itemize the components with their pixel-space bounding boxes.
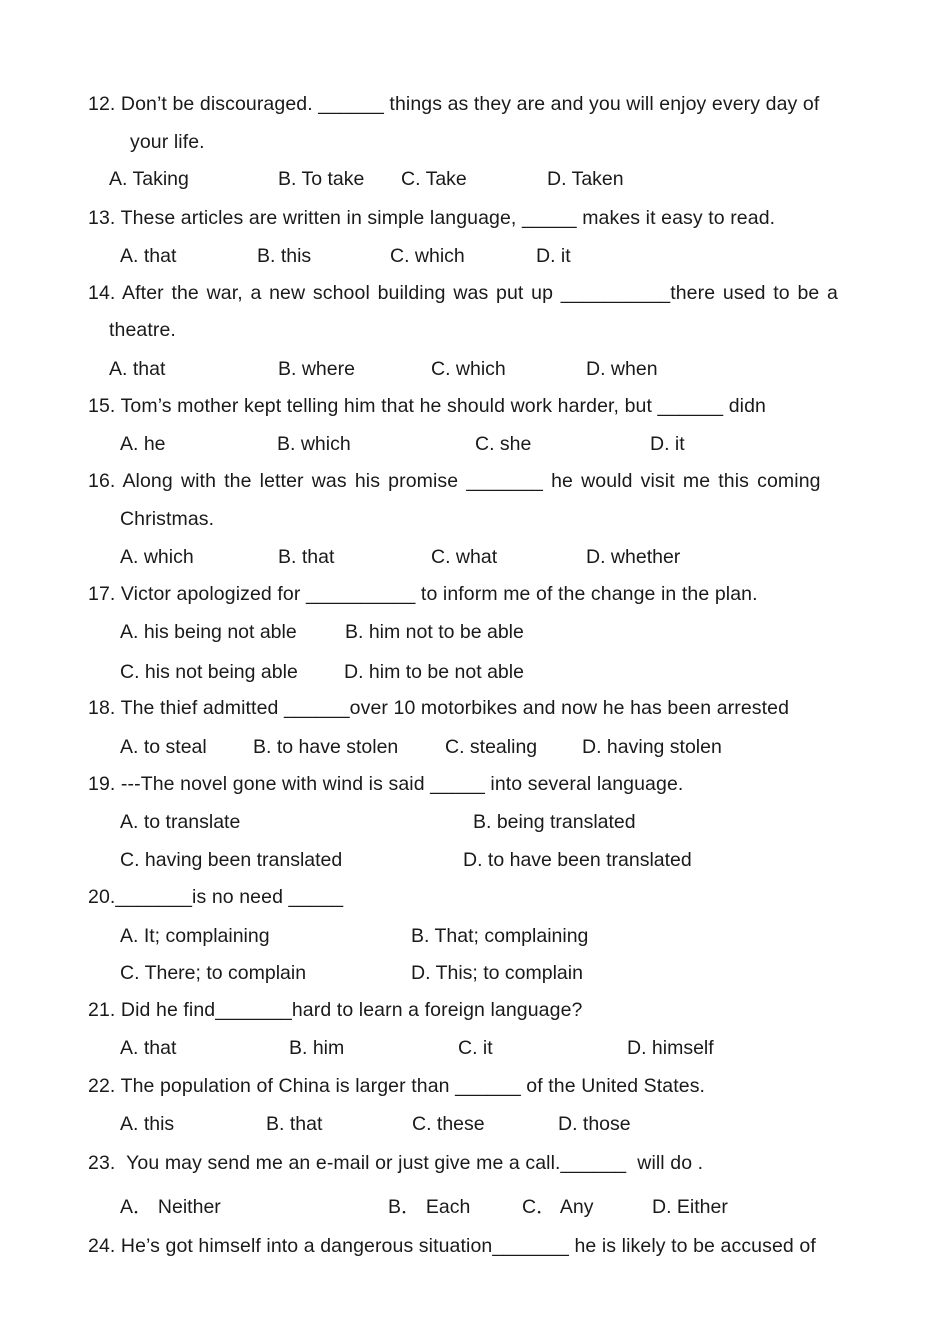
question-12-option-c: C. Take [401,168,467,190]
question-14-option-b: B. where [278,358,355,380]
question-16-stem-line-2: Christmas. [120,508,215,530]
question-13-option-b: B. this [257,245,312,267]
question-14-stem-line-2: theatre. [109,319,176,341]
question-19-stem-line-1: 19. ---The novel gone with wind is said _____ into several language. [88,773,684,795]
question-18-option-a: A. to steal [120,736,207,758]
question-16-option-b: B. that [278,546,335,568]
question-14-option-c: C. which [431,358,506,380]
question-21-option-d: D. himself [627,1037,714,1059]
question-17-stem-line-1: 17. Victor apologized for __________ to inform me of the change in the plan. [88,583,758,605]
question-16-option-a: A. which [120,546,194,568]
question-21-option-b: B. him [289,1037,345,1059]
question-12-stem-line-1: 12. Don’t be discouraged. ______ things as they are and you will enjoy every day of [88,93,820,115]
question-15-option-b: B. which [277,433,351,455]
question-20-option-c: C. There; to complain [120,962,307,984]
question-13-option-a: A. that [120,245,177,267]
question-16-option-c: C. what [431,546,498,568]
question-14-stem-line-1: 14. After the war, a new school building was put up __________there used to be a [88,282,839,304]
question-15-stem-line-1: 15. Tom’s mother kept telling him that he should work harder, but ______ didn [88,395,766,417]
question-20-stem-line-1: 20._______is no need _____ [88,886,344,908]
question-18-option-b: B. to have stolen [253,736,399,758]
question-20-option-b: B. That; complaining [411,925,589,947]
question-21-option-c: C. it [458,1037,493,1059]
question-20-option-a: A. It; complaining [120,925,270,947]
question-15-option-c: C. she [475,433,532,455]
question-15-option-d: D. it [650,433,685,455]
question-17-option-b: B. him not to be able [345,621,524,643]
question-23-option-c: C． Any [522,1196,594,1218]
question-13-option-d: D. it [536,245,571,267]
question-22-option-d: D. those [558,1113,631,1135]
question-22-stem-line-1: 22. The population of China is larger than ______ of the United States. [88,1075,706,1097]
question-12-option-b: B. To take [278,168,365,190]
question-14-option-d: D. when [586,358,658,380]
question-13-option-c: C. which [390,245,465,267]
question-19-option-b: B. being translated [473,811,636,833]
question-12-option-d: D. Taken [547,168,624,190]
question-24-stem-line-1: 24. He’s got himself into a dangerous situation_______ he is likely to be accused of [88,1235,816,1257]
question-22-option-a: A. this [120,1113,175,1135]
question-22-option-b: B. that [266,1113,323,1135]
question-19-option-d: D. to have been translated [463,849,692,871]
question-13-stem-line-1: 13. These articles are written in simple language, _____ makes it easy to read. [88,207,776,229]
question-17-option-d: D. him to be not able [344,661,524,683]
question-16-stem-line-1: 16. Along with the letter was his promise _______ he would visit me this coming [88,470,821,492]
question-15-option-a: A. he [120,433,166,455]
question-14-option-a: A. that [109,358,166,380]
question-18-option-c: C. stealing [445,736,538,758]
question-20-option-d: D. This; to complain [411,962,583,984]
question-12-option-a: A. Taking [109,168,189,190]
question-18-option-d: D. having stolen [582,736,722,758]
question-12-stem-line-2: your life. [130,131,205,153]
question-17-option-a: A. his being not able [120,621,297,643]
question-17-option-c: C. his not being able [120,661,298,683]
question-19-option-c: C. having been translated [120,849,343,871]
question-21-option-a: A. that [120,1037,177,1059]
question-16-option-d: D. whether [586,546,681,568]
question-23-option-a: A． Neither [120,1196,221,1218]
question-23-option-b: B． Each [388,1196,471,1218]
question-23-option-d: D. Either [652,1196,728,1218]
question-18-stem-line-1: 18. The thief admitted ______over 10 motorbikes and now he has been arrested [88,697,790,719]
question-19-option-a: A. to translate [120,811,241,833]
question-22-option-c: C. these [412,1113,485,1135]
question-21-stem-line-1: 21. Did he find_______hard to learn a foreign language? [88,999,583,1021]
question-23-stem-line-1: 23. You may send me an e-mail or just give me a call.______ will do . [88,1152,704,1174]
